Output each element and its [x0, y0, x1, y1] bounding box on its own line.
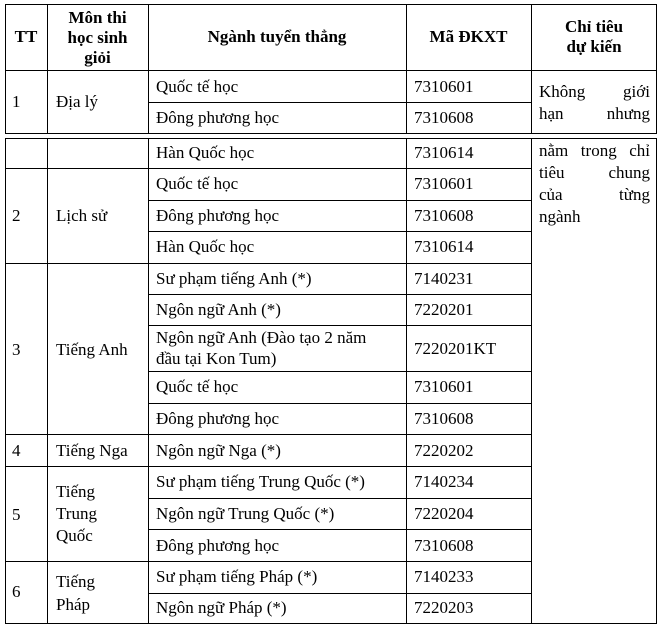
row-line [148, 529, 531, 530]
major-code: 7310601 [414, 377, 474, 396]
major-name: Ngôn ngữ Anh (*) [156, 300, 281, 319]
header-subject-line2: học sinh [67, 28, 128, 47]
table-border-right [656, 138, 657, 624]
quota-text-line: hạn nhưng [539, 104, 650, 123]
major-code: 7140233 [414, 567, 474, 586]
major-code: 7220201 [414, 300, 474, 319]
group-subject-line2: Pháp [56, 595, 90, 614]
major-code: 7220203 [414, 598, 474, 617]
major-code: 7310601 [414, 174, 474, 193]
part2-top-line [5, 138, 657, 139]
major-code: 7140231 [414, 269, 474, 288]
group-number: 5 [12, 505, 21, 524]
group-subject: Tiếng Nga [56, 441, 128, 460]
row-line [5, 168, 531, 169]
col-line [406, 138, 407, 624]
group-subject-line3: Quốc [56, 526, 93, 545]
part1-bottom-line [5, 133, 531, 134]
group-number: 1 [12, 92, 21, 111]
major-name: Quốc tế học [156, 174, 239, 193]
major-code: 7310614 [414, 143, 474, 162]
major-name-line2: đầu tại Kon Tum) [156, 349, 277, 368]
major-code: 7310608 [414, 108, 474, 127]
quota-text-line: tiêu chung [539, 163, 650, 182]
row-line [148, 231, 531, 232]
group-subject: Lịch sử [56, 206, 108, 225]
group-subject-line2: Trung [56, 504, 97, 523]
row-line [148, 200, 531, 201]
major-name: Đông phương học [156, 206, 280, 225]
major-name: Đông phương học [156, 409, 280, 428]
table-border-top [5, 4, 657, 5]
header-major: Ngành tuyển thẳng [207, 27, 347, 46]
group-subject-line1: Tiếng [56, 482, 96, 501]
major-name: Sư phạm tiếng Pháp (*) [156, 567, 318, 586]
header-tt: TT [14, 27, 38, 46]
row-line [148, 294, 531, 295]
group-number: 6 [12, 582, 21, 601]
major-code: 7220202 [414, 441, 474, 460]
major-name: Ngôn ngữ Pháp (*) [156, 598, 287, 617]
group-number: 4 [12, 441, 21, 460]
group-subject-line1: Tiếng [56, 572, 96, 591]
group-subject: Địa lý [56, 92, 99, 111]
major-code: 7140234 [414, 472, 474, 491]
group-subject: Tiếng Anh [56, 340, 128, 359]
major-name: Hàn Quốc học [156, 143, 255, 162]
major-code: 7310608 [414, 409, 474, 428]
row-line [148, 403, 531, 404]
major-code: 7310601 [414, 77, 474, 96]
table-border-left [5, 4, 6, 134]
table-border-bottom [5, 623, 657, 624]
major-code: 7310608 [414, 206, 474, 225]
major-name-line1: Ngôn ngữ Anh (Đào tạo 2 năm [156, 328, 367, 347]
row-line [148, 498, 531, 499]
header-bottom-line [5, 70, 657, 71]
row-line [5, 434, 531, 435]
major-name: Hàn Quốc học [156, 237, 255, 256]
major-name: Ngôn ngữ Nga (*) [156, 441, 281, 460]
major-code: 7220201KT [414, 339, 497, 358]
row-line [148, 371, 531, 372]
row-line [5, 561, 531, 562]
major-name: Quốc tế học [156, 77, 239, 96]
row-line [5, 466, 531, 467]
row-line [148, 593, 531, 594]
col-line [148, 138, 149, 624]
major-name: Sư phạm tiếng Trung Quốc (*) [156, 472, 365, 491]
header-quota-line1: Chỉ tiêu [564, 17, 624, 36]
major-name: Quốc tế học [156, 377, 239, 396]
row-line [5, 263, 531, 264]
major-code: 7310608 [414, 536, 474, 555]
row-line [148, 102, 531, 103]
header-code: Mã ĐKXT [429, 27, 508, 46]
quota-text-line: nằm trong chỉ [539, 141, 650, 160]
group-number: 3 [12, 340, 21, 359]
major-name: Đông phương học [156, 108, 280, 127]
group-number: 2 [12, 206, 21, 225]
quota-part1-bottom-line [531, 133, 657, 134]
header-subject-line1: Môn thi [68, 8, 127, 27]
quota-text-line: của từng [539, 185, 650, 204]
col-line [47, 138, 48, 624]
major-name: Đông phương học [156, 536, 280, 555]
major-name: Ngôn ngữ Trung Quốc (*) [156, 504, 335, 523]
header-subject-line3: giỏi [84, 48, 111, 67]
table-border-left [5, 138, 6, 624]
major-name: Sư phạm tiếng Anh (*) [156, 269, 312, 288]
col-line [148, 4, 149, 134]
header-quota-line2: dự kiến [566, 37, 622, 56]
quota-text-line: Không giới [539, 82, 650, 101]
major-code: 7310614 [414, 237, 474, 256]
col-line [406, 4, 407, 134]
quota-text-line: ngành [539, 207, 581, 226]
major-code: 7220204 [414, 504, 474, 523]
col-line [531, 138, 532, 624]
row-line [148, 325, 531, 326]
